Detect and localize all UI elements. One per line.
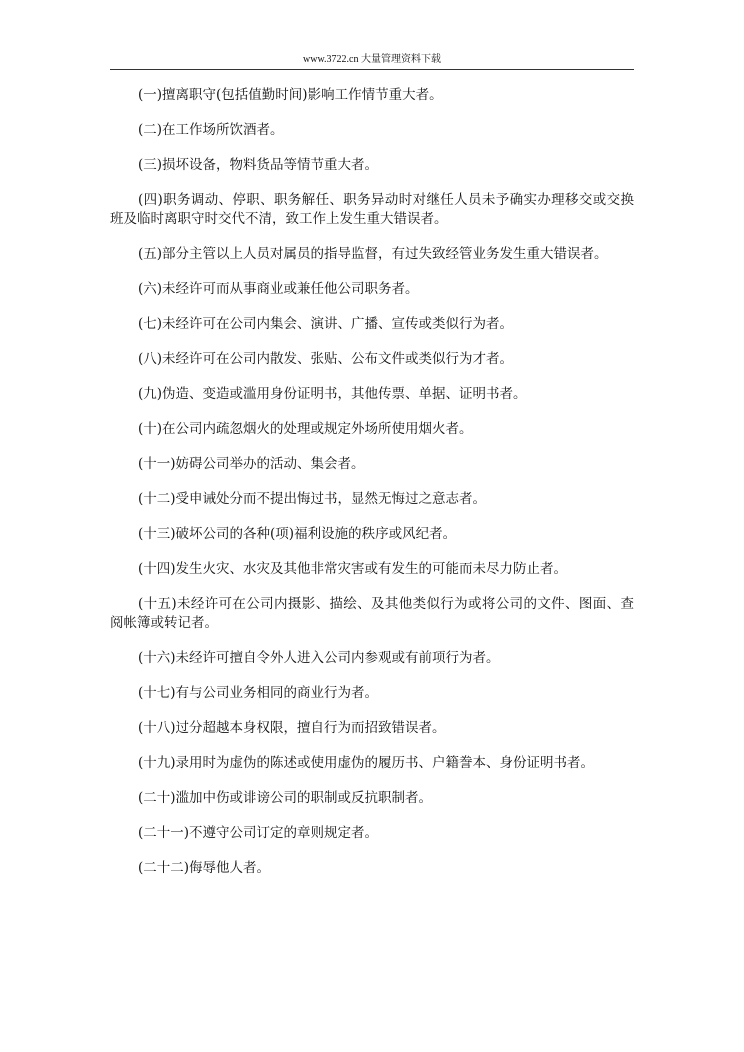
rule-item-19: (十九)录用时为虚伪的陈述或使用虚伪的履历书、户籍誊本、身份证明书者。: [138, 755, 595, 771]
rule-item-7: (七)未经许可在公司内集会、演讲、广播、宣传或类似行为者。: [138, 316, 514, 332]
rule-item-11: (十一)妨碍公司举办的活动、集会者。: [138, 456, 365, 472]
rule-item-14: (十四)发生火灾、水灾及其他非常灾害或有发生的可能而未尽力防止者。: [138, 561, 568, 577]
rule-item-9: (九)伪造、变造或滥用身份证明书，其他传票、单据、证明书者。: [138, 386, 527, 402]
rule-item-12: (十二)受申诫处分而不提出悔过书，显然无悔过之意志者。: [138, 491, 487, 507]
rule-item-18: (十八)过分超越本身权限，擅自行为而招致错误者。: [138, 720, 446, 736]
rule-item-8: (八)未经许可在公司内散发、张贴、公布文件或类似行为才者。: [138, 351, 514, 367]
rule-item-17: (十七)有与公司业务相同的商业行为者。: [138, 685, 379, 701]
rule-item-2: (二)在工作场所饮酒者。: [138, 122, 284, 138]
rule-item-10: (十)在公司内疏忽烟火的处理或规定外场所使用烟火者。: [138, 421, 473, 437]
rule-item-16: (十六)未经许可擅自令外人进入公司内参观或有前项行为者。: [138, 650, 500, 666]
rule-item-20: (二十)滥加中伤或诽谤公司的职制或反抗职制者。: [138, 790, 433, 806]
rule-item-13: (十三)破坏公司的各种(项)福利设施的秩序或风纪者。: [138, 526, 457, 542]
rule-item-6: (六)未经许可而从事商业或兼任他公司职务者。: [138, 281, 419, 297]
rule-item-1: (一)擅离职守(包括值勤时间)影响工作情节重大者。: [138, 87, 443, 103]
document-body: [110, 86, 634, 894]
rule-item-3: (三)损坏设备，物料货品等情节重大者。: [138, 157, 379, 173]
rule-item-21: (二十一)不遵守公司订定的章则规定者。: [138, 825, 379, 841]
rule-item-4: (四)职务调动、停职、职务解任、职务异动时对继任人员未予确实办理移交或交换班及临时离职守时交代不清，致工作上发生重大错误者。: [110, 192, 634, 227]
page-header: www.3722.cn 大量管理资料下载: [303, 54, 441, 65]
rule-item-22: (二十二)侮辱他人者。: [138, 860, 271, 876]
header-divider: [110, 69, 634, 70]
rule-item-15: (十五)未经许可在公司内摄影、描绘、及其他类似行为或将公司的文件、图面、查阅帐簿或转记者。: [110, 596, 634, 631]
rule-item-5: (五)部分主管以上人员对属员的指导监督，有过失致经管业务发生重大错误者。: [138, 246, 608, 262]
